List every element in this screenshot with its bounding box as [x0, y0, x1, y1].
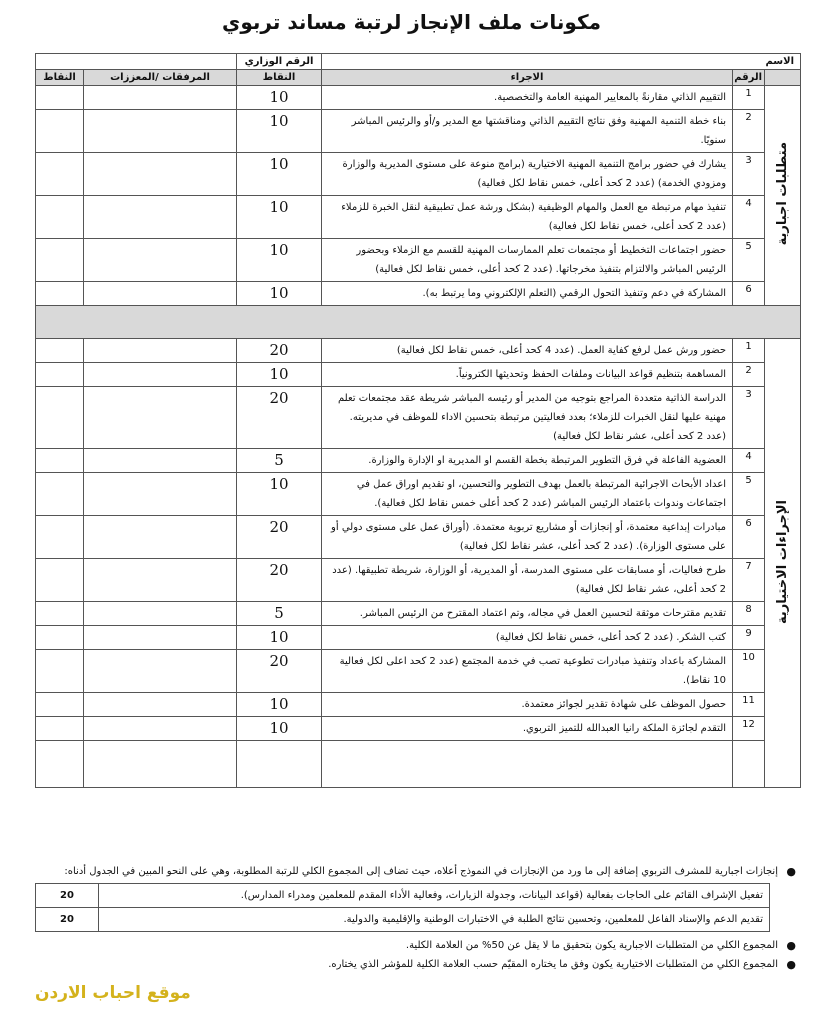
- table-row: [36, 449, 801, 473]
- row-procedure: تقديم مقترحات موثقة لتحسين العمل في مجاله، وتم اعتماد المقترح من الرئيس المباشر.: [322, 602, 733, 626]
- row-points: 20: [237, 387, 322, 449]
- row-points: 5: [237, 602, 322, 626]
- row-awarded-points: [36, 650, 84, 693]
- row-awarded-points: [36, 602, 84, 626]
- row-number: 5: [733, 239, 765, 282]
- row-attachments: [84, 626, 237, 650]
- row-procedure: حضور اجتماعات التخطيط أو مجتمعات تعلم الممارسات المهنية للقسم مع الزملاء وبحضور الرئيس المباشر والالتزام بتنفيذ مخرجاتها. (عدد 2 كحد أعلى، خمس نقاط لكل فعالية): [322, 239, 733, 282]
- row-awarded-points: [36, 693, 84, 717]
- row-procedure: اعداد الأبحاث الاجرائية المرتبطة بالعمل بهدف التطوير والتحسين، او تقديم اوراق عمل في اجتماعات وندوات باعتماد الرئيس المباشر (عدد 2 كحد أعلى خمس نقاط لكل فعالية).: [322, 473, 733, 516]
- table-row: [36, 363, 801, 387]
- row-points: 10: [237, 626, 322, 650]
- row-procedure: العضوية الفاعلة في فرق التطوير المرتبطة بخطة القسم او المديرية او الإدارة والوزارة.: [322, 449, 733, 473]
- row-points: 10: [237, 473, 322, 516]
- notes-section: [35, 862, 800, 974]
- row-attachments: [84, 110, 237, 153]
- table-row: [36, 650, 801, 693]
- row-procedure: الدراسة الذاتية متعددة المراجع بتوجيه من المدير أو رئيسه المباشر شريطة عقد مجتمعات تعلم مهنية عليها لنقل الخبرات للزملاء؛ بعدد فعاليتين مرتبطة بتحسين الاداء للموظف في مديريته. (عدد 2 كحد أعلى، عشر نقاط لكل فعالية): [322, 387, 733, 449]
- table-row: [36, 693, 801, 717]
- row-points: 10: [237, 86, 322, 110]
- section-column-header: [765, 70, 801, 86]
- row-procedure: طرح فعاليات، أو مسابقات على مستوى المدرسة، أو المديرية، أو الوزارة، شريطة تطبيقها. (عدد 2 كحد أعلى، عشر نقاط لكل فعالية): [322, 559, 733, 602]
- table-row: [36, 473, 801, 516]
- table-row: [36, 387, 801, 449]
- row-procedure: المساهمة بتنظيم قواعد البيانات وملفات الحفظ وتحديثها الكترونياً.: [322, 363, 733, 387]
- extra-item-text: تفعيل الإشراف القائم على الحاجات بفعالية (قواعد البيانات، وجدولة الزيارات، وفعالية الأداء المقدم للمعلمين ومدراء المدارس).: [99, 884, 770, 908]
- row-number: 5: [733, 473, 765, 516]
- table-row: [36, 239, 801, 282]
- row-awarded-points: [36, 626, 84, 650]
- empty-cell: [322, 741, 733, 788]
- procedure-column-header: الاجراء: [322, 70, 733, 86]
- section-label: [765, 86, 801, 306]
- table-row: [36, 110, 801, 153]
- row-points: 20: [237, 339, 322, 363]
- row-points: 10: [237, 110, 322, 153]
- row-awarded-points: [36, 86, 84, 110]
- table-row: [36, 908, 770, 932]
- table-row: [36, 884, 770, 908]
- row-points: 20: [237, 650, 322, 693]
- row-awarded-points: [36, 239, 84, 282]
- table-row: [36, 602, 801, 626]
- separator-cell: [36, 306, 801, 339]
- table-row: [36, 559, 801, 602]
- row-awarded-points: [36, 110, 84, 153]
- row-number: 2: [733, 363, 765, 387]
- bullet-icon: ●: [786, 865, 796, 878]
- section-separator: [36, 306, 801, 339]
- supervisor-extra-table: [35, 883, 770, 932]
- extra-item-value: 20: [36, 884, 99, 908]
- row-number: 4: [733, 449, 765, 473]
- row-points: 10: [237, 363, 322, 387]
- ministry-number-field: الرقم الوزاري: [237, 54, 322, 70]
- row-attachments: [84, 602, 237, 626]
- empty-cell: [36, 741, 84, 788]
- table-row: [36, 196, 801, 239]
- points-column-header: النقاط: [237, 70, 322, 86]
- site-watermark: موقع احباب الاردن: [35, 983, 191, 1003]
- row-procedure: التقييم الذاتي مقارنةً بالمعايير المهنية العامة والتخصصية.: [322, 86, 733, 110]
- row-procedure: تنفيذ مهام مرتبطة مع العمل والمهام الوظيفية (بشكل ورشة عمل تطبيقية لنقل الخبرة للزملاء (عدد 2 كحد أعلى، خمس نقاط لكل فعالية): [322, 196, 733, 239]
- note-text: إنجازات اجبارية للمشرف التربوي إضافة إلى ما ورد من الإنجازات في النموذج أعلاه، حيث تضاف إلى المجموع الكلي للرتبة المطلوبة، وهي على النحو المبين في الجدول أدناه:: [64, 866, 778, 877]
- row-number: 12: [733, 717, 765, 741]
- row-awarded-points: [36, 153, 84, 196]
- row-points: 10: [237, 693, 322, 717]
- row-attachments: [84, 239, 237, 282]
- row-attachments: [84, 449, 237, 473]
- row-attachments: [84, 693, 237, 717]
- table-row: [36, 339, 801, 363]
- row-points: 10: [237, 282, 322, 306]
- row-attachments: [84, 559, 237, 602]
- row-points: 10: [237, 196, 322, 239]
- table-row: [36, 626, 801, 650]
- row-number: 7: [733, 559, 765, 602]
- table-row: [36, 516, 801, 559]
- page-title: مكونات ملف الإنجاز لرتبة مساند تربوي: [222, 10, 601, 34]
- row-attachments: [84, 363, 237, 387]
- row-awarded-points: [36, 717, 84, 741]
- row-attachments: [84, 387, 237, 449]
- row-attachments: [84, 196, 237, 239]
- row-number: 4: [733, 196, 765, 239]
- row-number: 6: [733, 282, 765, 306]
- empty-cell: [733, 741, 765, 788]
- row-number: 2: [733, 110, 765, 153]
- table-row: [36, 153, 801, 196]
- row-points: 20: [237, 559, 322, 602]
- bullet-icon: ●: [786, 939, 796, 952]
- section-label-text: الإجراءات الاختيارية: [775, 499, 791, 624]
- row-points: 20: [237, 516, 322, 559]
- row-number: 10: [733, 650, 765, 693]
- row-procedure: المشاركة باعداد وتنفيذ مبادرات تطوعية تصب في خدمة المجتمع (عدد 2 كحد اعلى لكل فعالية 10 نقاط).: [322, 650, 733, 693]
- row-awarded-points: [36, 196, 84, 239]
- note-mandatory-total: [35, 936, 800, 955]
- row-attachments: [84, 473, 237, 516]
- points2-column-header: النقاط: [36, 70, 84, 86]
- empty-cell: [237, 741, 322, 788]
- row-procedure: يشارك في حضور برامج التنمية المهنية الاختيارية (برامج منوعة على مستوى المديرية والوزارة ومزودي الخدمة) (عدد 2 كحد أعلى، خمس نقاط لكل فعالية): [322, 153, 733, 196]
- blank-header-cell: [36, 54, 237, 70]
- name-field: الاسم: [322, 54, 801, 70]
- note-text: المجموع الكلي من المتطلبات الاجبارية يكون بتحقيق ما لا يقل عن 50% من العلامة الكلية.: [405, 940, 778, 951]
- section-label-text: متطلبات اجبارية: [775, 142, 791, 246]
- table-row: [36, 741, 801, 788]
- row-awarded-points: [36, 339, 84, 363]
- row-awarded-points: [36, 449, 84, 473]
- row-number: 1: [733, 86, 765, 110]
- number-column-header: الرقم: [733, 70, 765, 86]
- row-awarded-points: [36, 473, 84, 516]
- table-row: [36, 86, 801, 110]
- note-mandatory: [35, 862, 800, 881]
- extra-item-text: تقديم الدعم والإسناد الفاعل للمعلمين، وتحسين نتائج الطلبة في الاختبارات الوطنية والإقليمية والدولية.: [99, 908, 770, 932]
- row-awarded-points: [36, 282, 84, 306]
- table-row: [36, 282, 801, 306]
- row-number: 8: [733, 602, 765, 626]
- bullet-icon: ●: [786, 958, 796, 971]
- empty-cell: [84, 741, 237, 788]
- row-number: 6: [733, 516, 765, 559]
- note-optional-total: [35, 955, 800, 974]
- row-number: 11: [733, 693, 765, 717]
- row-awarded-points: [36, 387, 84, 449]
- row-number: 3: [733, 387, 765, 449]
- row-attachments: [84, 516, 237, 559]
- note-text: المجموع الكلي من المتطلبات الاختيارية يكون وفق ما يختاره المقيّم حسب العلامة الكلية للمؤشر الذي يختاره.: [328, 959, 778, 970]
- table-row: [36, 717, 801, 741]
- row-number: 9: [733, 626, 765, 650]
- achievements-table: [35, 53, 801, 788]
- row-awarded-points: [36, 559, 84, 602]
- row-points: 10: [237, 153, 322, 196]
- row-procedure: التقدم لجائزة الملكة رانيا العبدالله للتميز التربوي.: [322, 717, 733, 741]
- row-procedure: مبادرات إبداعية معتمدة، أو إنجازات أو مشاريع تربوية معتمدة. (أوراق عمل على مستوى دولي أو على مستوى الوزارة). (عدد 2 كحد أعلى، عشر نقاط لكل فعالية): [322, 516, 733, 559]
- row-attachments: [84, 650, 237, 693]
- row-procedure: حصول الموظف على شهادة تقدير لجوائز معتمدة.: [322, 693, 733, 717]
- extra-item-value: 20: [36, 908, 99, 932]
- row-number: 3: [733, 153, 765, 196]
- row-procedure: حضور ورش عمل لرفع كفاية العمل. (عدد 4 كحد أعلى، خمس نقاط لكل فعالية): [322, 339, 733, 363]
- row-attachments: [84, 717, 237, 741]
- row-points: 10: [237, 239, 322, 282]
- row-awarded-points: [36, 363, 84, 387]
- row-attachments: [84, 339, 237, 363]
- row-attachments: [84, 282, 237, 306]
- row-procedure: كتب الشكر. (عدد 2 كحد أعلى، خمس نقاط لكل فعالية): [322, 626, 733, 650]
- row-procedure: المشاركة في دعم وتنفيذ التحول الرقمي (التعلم الإلكتروني وما يرتبط به).: [322, 282, 733, 306]
- row-procedure: بناء خطة التنمية المهنية وفق نتائج التقييم الذاتي ومناقشتها مع المدير و/أو والرئيس المباشر سنويًا.: [322, 110, 733, 153]
- row-points: 5: [237, 449, 322, 473]
- row-number: 1: [733, 339, 765, 363]
- row-awarded-points: [36, 516, 84, 559]
- attachments-column-header: المرفقات /المعززات: [84, 70, 237, 86]
- row-attachments: [84, 153, 237, 196]
- row-attachments: [84, 86, 237, 110]
- row-points: 10: [237, 717, 322, 741]
- section-label: [765, 339, 801, 788]
